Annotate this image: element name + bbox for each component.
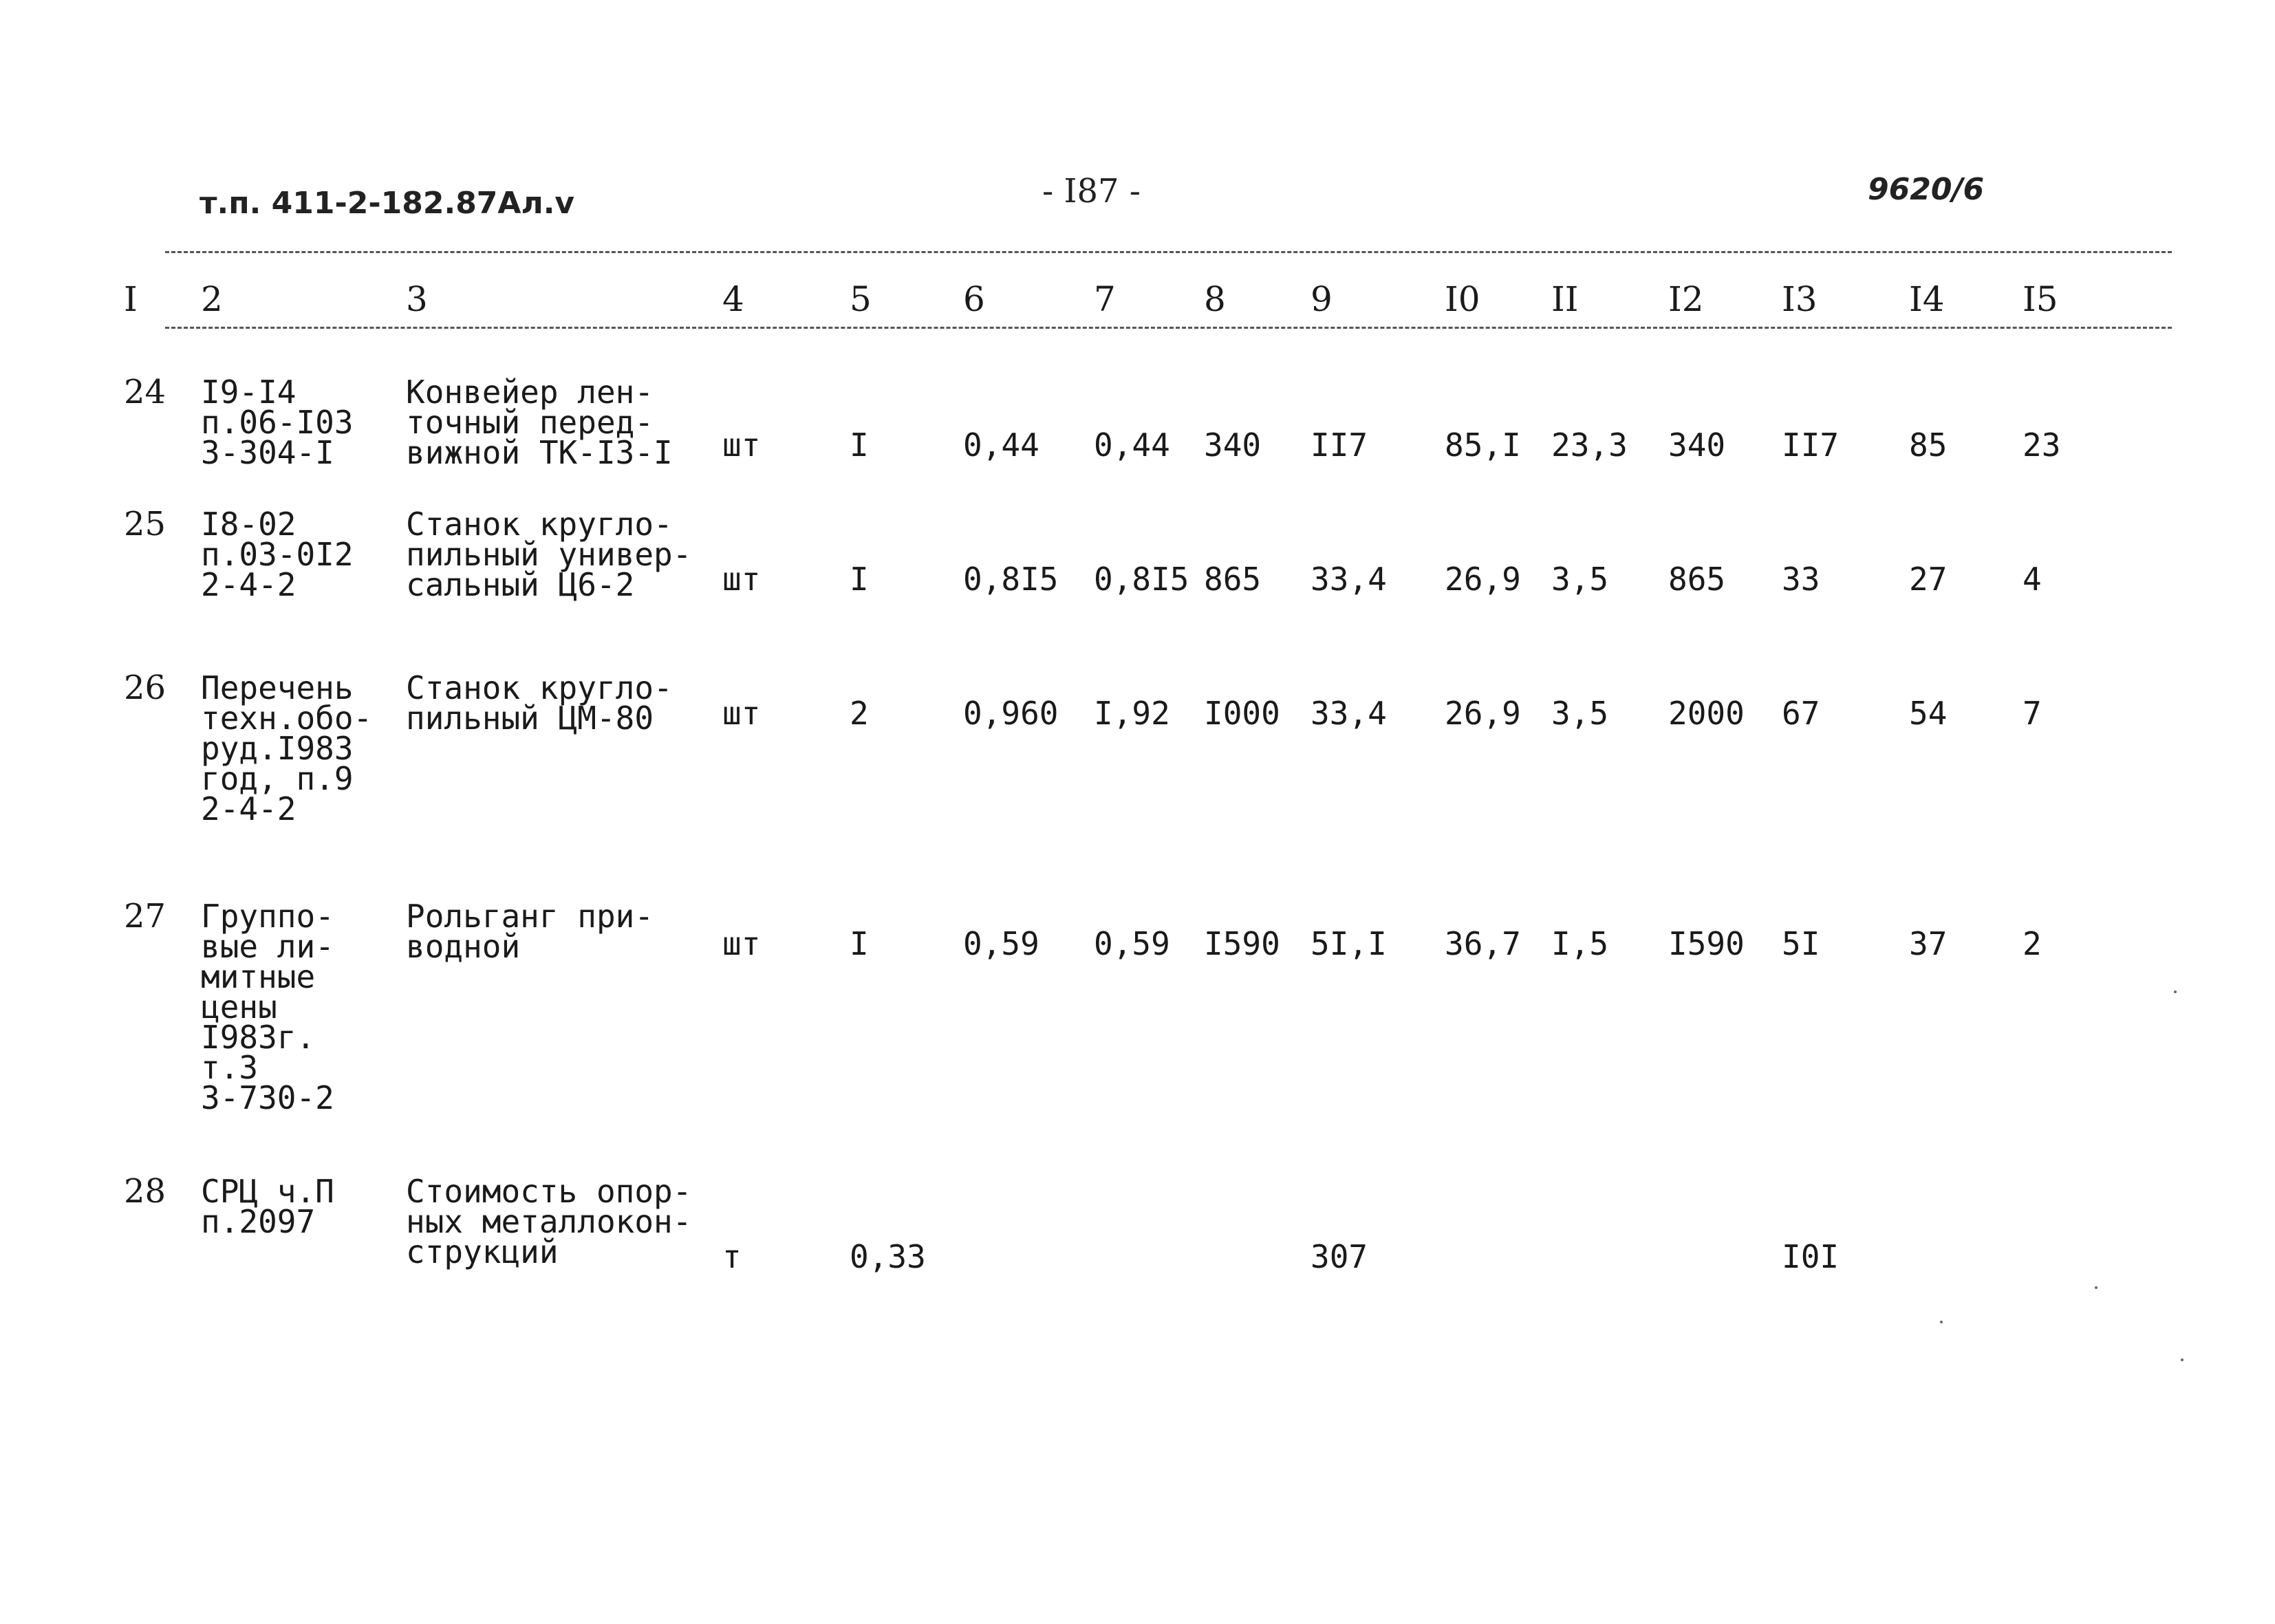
row-27-col-5: I xyxy=(850,925,869,962)
row-26-col-12: 2000 xyxy=(1668,695,1745,732)
column-number-4: 4 xyxy=(722,279,744,319)
column-number-10: I0 xyxy=(1445,279,1480,319)
row-28-col-2: СРЦ ч.П п.2097 xyxy=(201,1173,334,1240)
row-25-col-5: I xyxy=(850,561,869,598)
row-26-col-6: 0,960 xyxy=(963,695,1059,732)
column-number-2: 2 xyxy=(201,279,223,319)
scan-speck xyxy=(1940,1321,1943,1323)
row-25-col-14: 27 xyxy=(1909,561,1948,598)
row-26-col-13: 67 xyxy=(1782,695,1820,732)
row-27-col-2: Группо- вые ли- митные цены I983г. т.3 3-730-2 xyxy=(201,898,334,1116)
column-number-7: 7 xyxy=(1094,279,1116,319)
row-27-col-12: I590 xyxy=(1668,925,1745,962)
row-24-col-9: II7 xyxy=(1311,426,1368,464)
row-24-col-15: 23 xyxy=(2023,426,2061,464)
row-26-col-4: шт xyxy=(722,695,761,732)
column-number-12: I2 xyxy=(1668,279,1704,319)
row-24-col-4: шт xyxy=(722,426,761,464)
row-25-col-10: 26,9 xyxy=(1445,561,1521,598)
row-25-col-13: 33 xyxy=(1782,561,1820,598)
row-26-col-15: 7 xyxy=(2023,695,2042,732)
row-28-col-3: Стоимость опор- ных металлокон- струкций xyxy=(406,1173,692,1270)
row-27-col-8: I590 xyxy=(1204,925,1280,962)
scan-speck xyxy=(2095,1286,2098,1289)
row-27-col-11: I,5 xyxy=(1551,925,1609,962)
header-bottom-rule xyxy=(165,327,2172,329)
page-number: - I87 - xyxy=(1042,172,1141,210)
column-number-14: I4 xyxy=(1909,279,1945,319)
row-24-col-1: 24 xyxy=(124,373,166,411)
column-number-6: 6 xyxy=(963,279,985,319)
row-26-col-2: Перечень техн.обо- руд.I983 год, п.9 2-4-2 xyxy=(201,669,373,827)
row-27-col-14: 37 xyxy=(1909,925,1948,962)
row-28-col-5: 0,33 xyxy=(850,1238,926,1275)
row-27-col-13: 5I xyxy=(1782,925,1820,962)
row-27-col-3: Рольганг при- водной xyxy=(406,898,654,965)
row-28-col-4: т xyxy=(722,1238,742,1275)
column-number-8: 8 xyxy=(1204,279,1226,319)
row-27-col-9: 5I,I xyxy=(1311,925,1387,962)
row-24-col-7: 0,44 xyxy=(1094,426,1170,464)
row-27-col-4: шт xyxy=(722,925,761,962)
row-24-col-5: I xyxy=(850,426,869,464)
row-25-col-4: шт xyxy=(722,561,761,598)
row-25-col-1: 25 xyxy=(124,505,166,543)
column-number-5: 5 xyxy=(850,279,872,319)
scan-speck xyxy=(2174,990,2177,993)
row-24-col-10: 85,I xyxy=(1445,426,1521,464)
row-28-col-13: I0I xyxy=(1782,1238,1840,1275)
row-25-col-8: 865 xyxy=(1204,561,1262,598)
row-28-col-1: 28 xyxy=(124,1172,166,1211)
row-25-col-12: 865 xyxy=(1668,561,1726,598)
column-number-9: 9 xyxy=(1311,279,1333,319)
row-25-col-9: 33,4 xyxy=(1311,561,1387,598)
top-rule xyxy=(165,251,2172,253)
row-25-col-15: 4 xyxy=(2023,561,2042,598)
row-27-col-15: 2 xyxy=(2023,925,2042,962)
row-25-col-3: Станок кругло- пильный универ- сальный Ц6-2 xyxy=(406,506,692,603)
row-25-col-6: 0,8I5 xyxy=(963,561,1059,598)
row-27-col-6: 0,59 xyxy=(963,925,1039,962)
row-26-col-7: I,92 xyxy=(1094,695,1170,732)
row-25-col-2: I8-02 п.03-0I2 2-4-2 xyxy=(201,506,354,603)
row-24-col-14: 85 xyxy=(1909,426,1948,464)
column-number-15: I5 xyxy=(2023,279,2058,319)
row-24-col-13: II7 xyxy=(1782,426,1840,464)
row-27-col-1: 27 xyxy=(124,897,166,935)
row-24-col-3: Конвейер лен- точный перед- вижной ТК-I3-I xyxy=(406,373,673,471)
row-28-col-9: 307 xyxy=(1311,1238,1368,1275)
sheet-reference: 9620/6 xyxy=(1868,172,1985,207)
row-24-col-6: 0,44 xyxy=(963,426,1039,464)
row-26-col-10: 26,9 xyxy=(1445,695,1521,732)
scan-speck xyxy=(2181,1358,2184,1361)
row-26-col-5: 2 xyxy=(850,695,869,732)
column-number-13: I3 xyxy=(1782,279,1818,319)
row-26-col-11: 3,5 xyxy=(1551,695,1609,732)
row-24-col-2: I9-I4 п.06-I03 3-304-I xyxy=(201,373,354,471)
row-26-col-14: 54 xyxy=(1909,695,1948,732)
row-25-col-11: 3,5 xyxy=(1551,561,1609,598)
row-26-col-8: I000 xyxy=(1204,695,1280,732)
document-code: т.п. 411-2-182.87Ал.v xyxy=(200,186,575,221)
row-24-col-8: 340 xyxy=(1204,426,1262,464)
column-number-1: I xyxy=(124,279,138,319)
row-27-col-7: 0,59 xyxy=(1094,925,1170,962)
row-27-col-10: 36,7 xyxy=(1445,925,1521,962)
row-24-col-11: 23,3 xyxy=(1551,426,1628,464)
column-number-11: II xyxy=(1551,279,1579,319)
row-26-col-3: Станок кругло- пильный ЦМ-80 xyxy=(406,669,673,737)
row-25-col-7: 0,8I5 xyxy=(1094,561,1189,598)
row-26-col-9: 33,4 xyxy=(1311,695,1387,732)
row-24-col-12: 340 xyxy=(1668,426,1726,464)
column-number-3: 3 xyxy=(406,279,428,319)
row-26-col-1: 26 xyxy=(124,669,166,707)
